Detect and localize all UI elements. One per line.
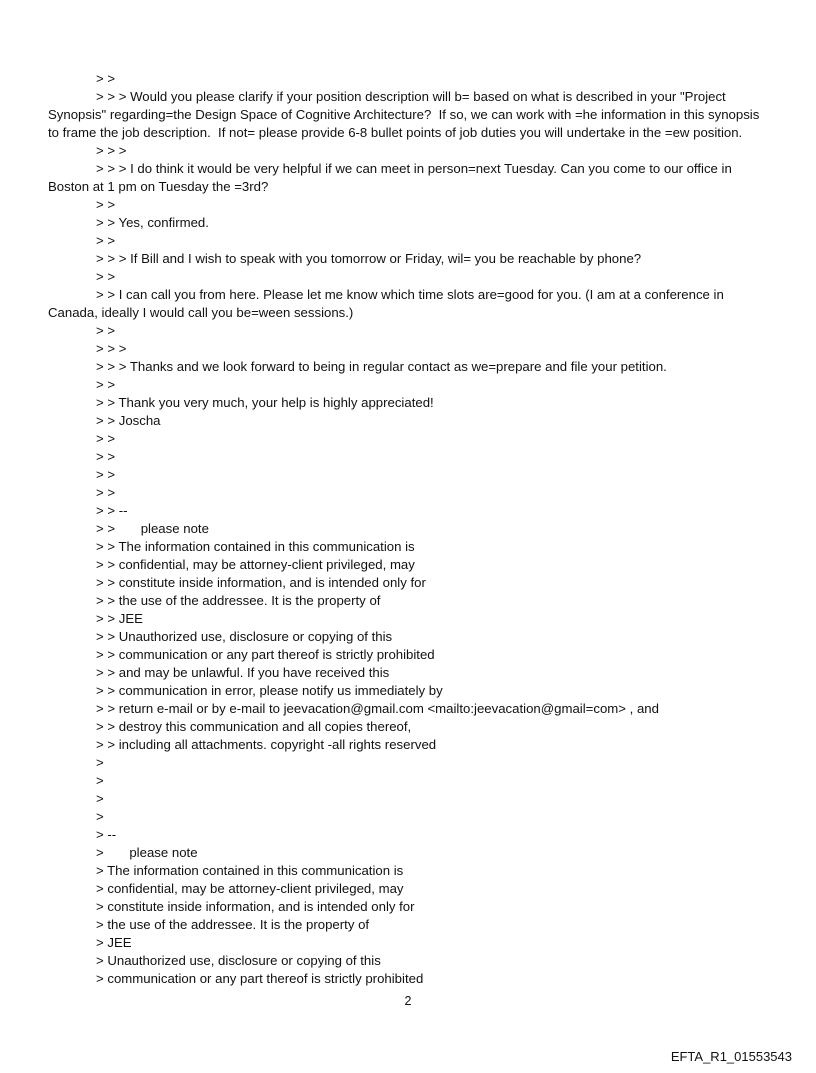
- email-body: [48, 70, 768, 988]
- email-line: > communication or any part thereof is strictly prohibited: [96, 971, 424, 986]
- email-line: > > > If Bill and I wish to speak with you tomorrow or Friday, wil= you be reachable by phone?: [96, 251, 642, 266]
- email-line: > > > I do think it would be very helpful if we can meet in person=next Tuesday. Can you come to our office in Boston at 1 pm on Tuesday the =3rd?: [48, 161, 736, 194]
- email-line: >: [96, 791, 104, 806]
- email-line: > > >: [96, 341, 127, 356]
- email-line: > --: [96, 827, 117, 842]
- email-line: > >: [96, 269, 116, 284]
- email-line: > > JEE: [96, 611, 143, 626]
- email-line: > Unauthorized use, disclosure or copying of this: [96, 953, 381, 968]
- email-line: > > communication or any part thereof is strictly prohibited: [96, 647, 435, 662]
- email-line: > >: [96, 431, 116, 446]
- email-line: > the use of the addressee. It is the property of: [96, 917, 370, 932]
- email-line: > > communication in error, please notify us immediately by: [96, 683, 443, 698]
- email-line: > > The information contained in this communication is: [96, 539, 415, 554]
- email-line: >: [96, 755, 104, 770]
- email-line: > > >: [96, 143, 127, 158]
- email-line: > confidential, may be attorney-client privileged, may: [96, 881, 404, 896]
- email-line: >: [96, 809, 104, 824]
- email-line: > > > Thanks and we look forward to being in regular contact as we=prepare and file your petition.: [96, 359, 667, 374]
- document-id: EFTA_R1_01553543: [670, 1049, 792, 1064]
- email-line: > > Unauthorized use, disclosure or copying of this: [96, 629, 393, 644]
- email-line: > >: [96, 485, 116, 500]
- email-line: > > please note: [96, 521, 209, 536]
- email-line: > constitute inside information, and is intended only for: [96, 899, 415, 914]
- email-line: > >: [96, 323, 116, 338]
- email-line: > > constitute inside information, and is intended only for: [96, 575, 426, 590]
- email-line: > > and may be unlawful. If you have received this: [96, 665, 390, 680]
- email-line: > The information contained in this communication is: [96, 863, 404, 878]
- email-line: > > I can call you from here. Please let me know which time slots are=good for you. (I am at a conference in Canada, ideally I would call you be=ween sessions.): [48, 287, 728, 320]
- email-line: > please note: [96, 845, 198, 860]
- email-line: > > Yes, confirmed.: [96, 215, 209, 230]
- email-line: > > Thank you very much, your help is highly appreciated!: [96, 395, 434, 410]
- email-line: > >: [96, 197, 116, 212]
- email-line: > >: [96, 467, 116, 482]
- email-line: > > destroy this communication and all copies thereof,: [96, 719, 412, 734]
- email-line: > >: [96, 233, 116, 248]
- page-number: 2: [404, 994, 412, 1008]
- email-line: > > confidential, may be attorney-client privileged, may: [96, 557, 415, 572]
- email-line: > >: [96, 449, 116, 464]
- email-line: > > return e-mail or by e-mail to jeevacation@gmail.com <mailto:jeevacation@gmail=com> , and: [96, 701, 659, 716]
- email-line: > > including all attachments. copyright -all rights reserved: [96, 737, 437, 752]
- email-line: > > the use of the addressee. It is the property of: [96, 593, 381, 608]
- email-line: > JEE: [96, 935, 132, 950]
- email-line: > > > Would you please clarify if your position description will b= based on what is described in your "Project Synopsis" regarding=the Design Space of Cognitive Architecture? If so, we can work with =he information in this synopsis to frame the job description. If not= please provide 6-8 bullet points of job duties you will undertake in the =ew position.: [48, 89, 763, 140]
- email-line: >: [96, 773, 104, 788]
- email-line: > > --: [96, 503, 128, 518]
- email-line: > > Joscha: [96, 413, 161, 428]
- email-line: > >: [96, 71, 116, 86]
- email-line: > >: [96, 377, 116, 392]
